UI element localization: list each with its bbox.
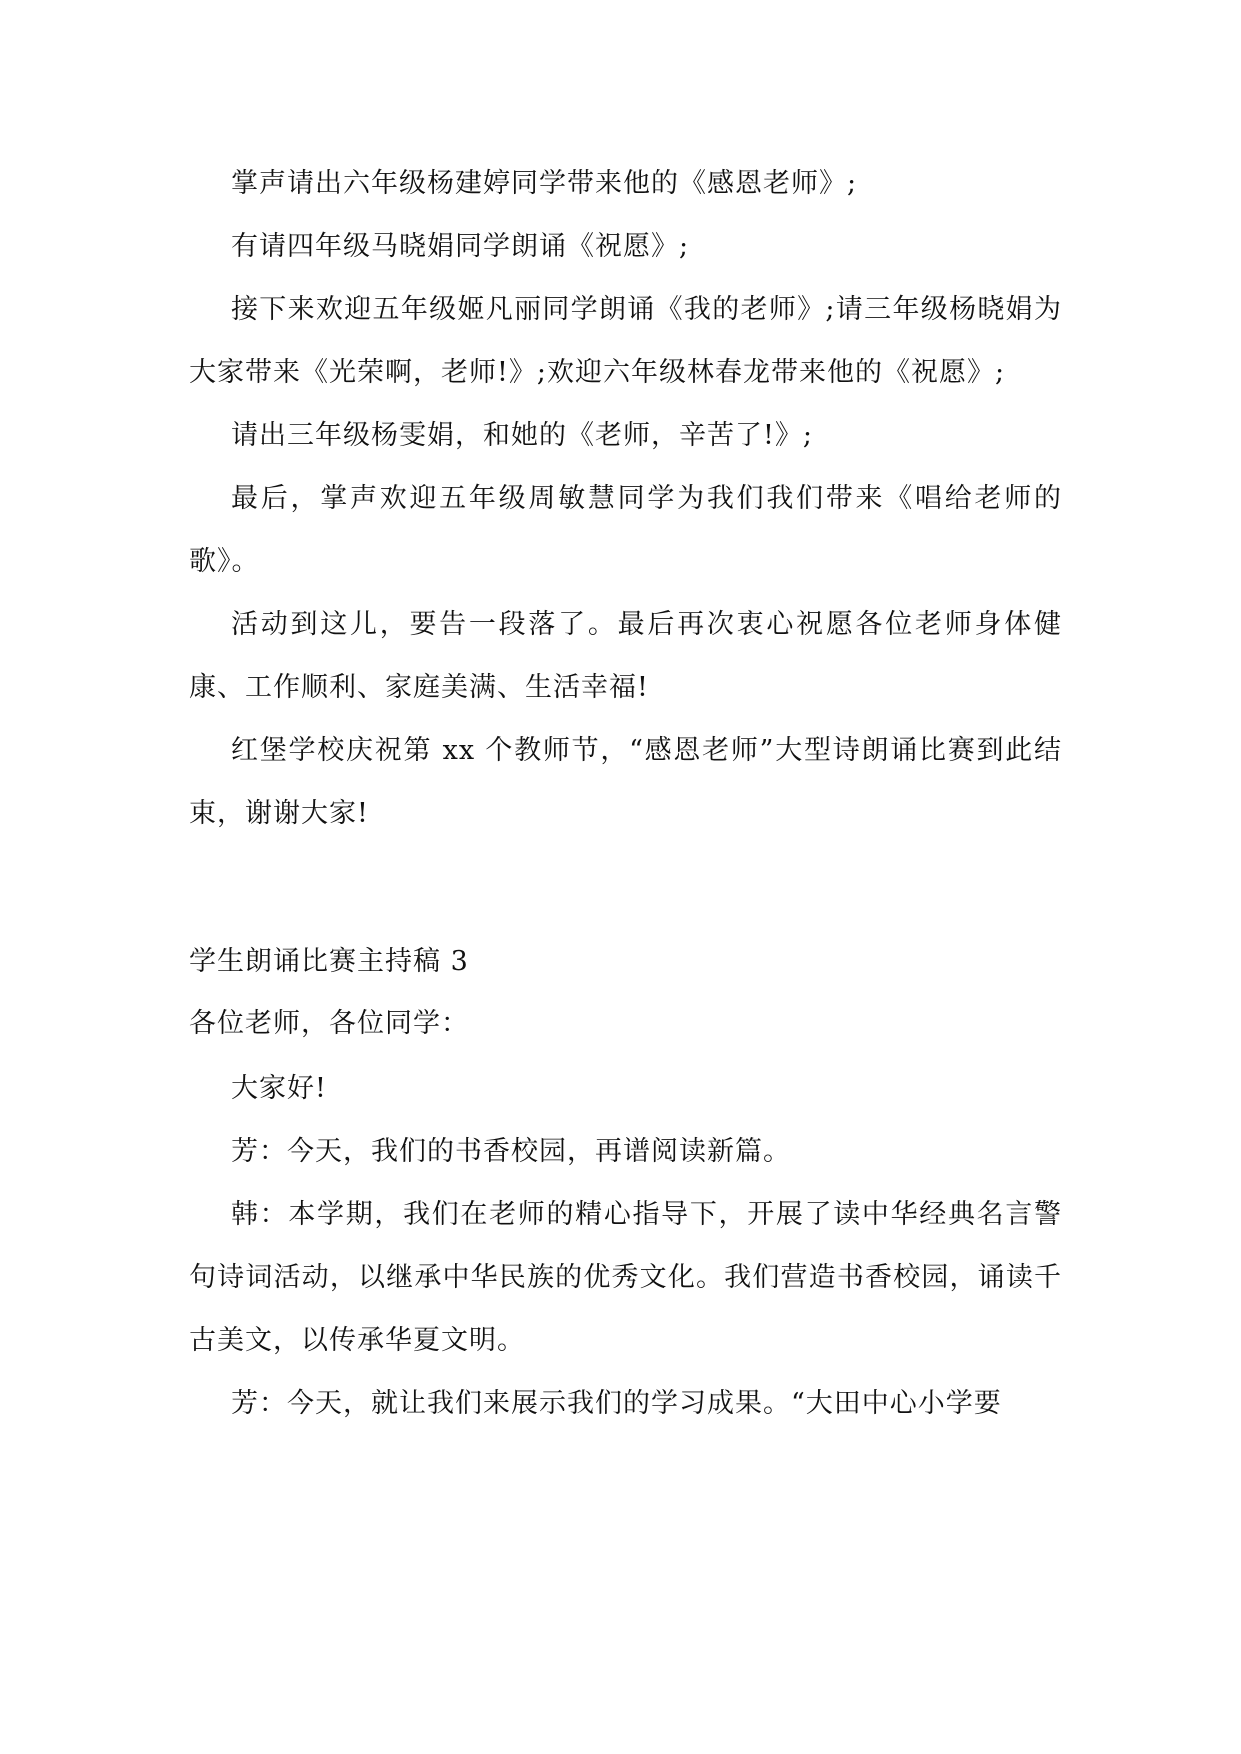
paragraph: 大家好! [231,1073,327,1104]
paragraph: 掌声请出六年级杨建婷同学带来他的《感恩老师》; [231,168,858,199]
section-one-body [189,152,1062,845]
paragraph: 最后，掌声欢迎五年级周敏慧同学为我们我们带来《唱给老师的歌》。 [189,483,1062,577]
section-title: 学生朗诵比赛主持稿 3 [189,946,469,977]
paragraph: 芳：今天，我们的书香校园，再谱阅读新篇。 [231,1136,791,1167]
paragraph: 接下来欢迎五年级姬凡丽同学朗诵《我的老师》;请三年级杨晓娟为大家带来《光荣啊，老师!》;欢迎六年级林春龙带来他的《祝愿》; [189,294,1062,388]
paragraph: 韩：本学期，我们在老师的精心指导下，开展了读中华经典名言警句诗词活动，以继承中华民族的优秀文化。我们营造书香校园，诵读千古美文，以传承华夏文明。 [189,1199,1062,1356]
paragraph: 请出三年级杨雯娟，和她的《老师，辛苦了!》; [231,420,813,451]
paragraph: 有请四年级马晓娟同学朗诵《祝愿》; [231,231,690,262]
paragraph: 芳：今天，就让我们来展示我们的学习成果。“大田中心小学要 [231,1388,1002,1419]
section-two-body [189,946,1062,1435]
paragraph: 红堡学校庆祝第 xx 个教师节，“感恩老师”大型诗朗诵比赛到此结束，谢谢大家! [189,735,1062,829]
salutation: 各位老师，各位同学： [189,1008,469,1039]
paragraph: 活动到这儿，要告一段落了。最后再次衷心祝愿各位老师身体健康、工作顺利、家庭美满、生活幸福! [189,609,1062,703]
